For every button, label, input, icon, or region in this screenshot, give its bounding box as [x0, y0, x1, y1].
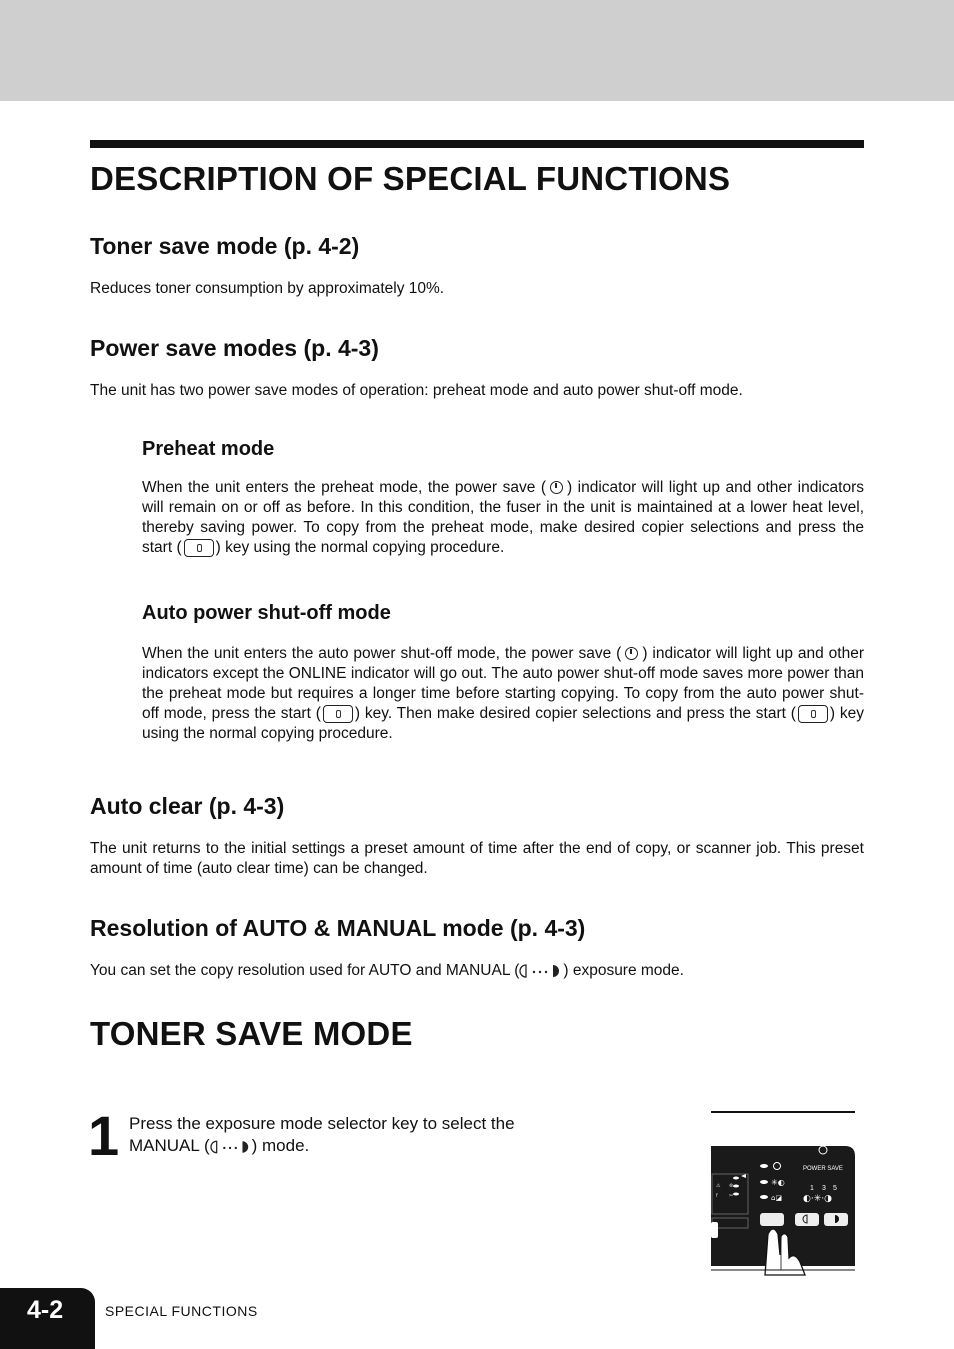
scale-number-1: 1 — [810, 1185, 814, 1192]
auto-power-text-3: ) key. Then make desired copier selections and press the start ( — [354, 705, 796, 722]
auto-clear-body: The unit returns to the initial settings a preset amount of time after the end of copy, or scanner job. This preset amount of time (auto clear time) can be changed. — [90, 840, 864, 877]
preheat-body — [142, 478, 864, 558]
resolution-body — [90, 961, 864, 981]
resolution-text-2: ) exposure mode. — [563, 962, 684, 979]
svg-text:⚠: ⚠ — [716, 1183, 721, 1189]
svg-text:⌂◪: ⌂◪ — [771, 1194, 783, 1202]
header-band — [0, 0, 954, 101]
power-save-heading: Power save modes (p. 4-3) — [90, 335, 379, 361]
preheat-heading: Preheat mode — [142, 438, 275, 460]
auto-power-body — [142, 644, 864, 744]
auto-power-heading: Auto power shut-off mode — [142, 602, 391, 624]
preheat-text-1: When the unit enters the preheat mode, the power save ( — [142, 479, 546, 496]
auto-power-text-4: ) key using the normal copying procedure. — [142, 705, 864, 742]
start-key-icon — [798, 705, 828, 723]
svg-text:◐·✳·◑: ◐·✳·◑ — [803, 1194, 832, 1204]
power-save-icon — [625, 647, 638, 660]
svg-text:✂: ✂ — [729, 1193, 734, 1199]
scale-number-3: 3 — [822, 1185, 826, 1192]
step-text-1: Press the exposure mode selector key to select the MANUAL ( — [129, 1114, 515, 1155]
preheat-text-2: ) indicator will light up and other indicators will remain on or off as before. In this condition, the fuser in the unit is maintained at a lower heat level, thereby saving power. To copy from the preheat mode, make desired copier selections and press the start ( — [142, 479, 864, 556]
page-number: 4-2 — [27, 1296, 64, 1324]
auto-power-text-1: When the unit enters the auto power shut-off mode, the power save ( — [142, 645, 622, 662]
step-number: 1 — [88, 1104, 120, 1167]
footer-section-label: SPECIAL FUNCTIONS — [105, 1303, 258, 1319]
start-key-icon — [323, 705, 353, 723]
power-save-icon — [550, 481, 563, 494]
manual-exposure-icon — [210, 1140, 252, 1154]
power-save-label: POWER SAVE — [803, 1166, 843, 1172]
page-title: DESCRIPTION OF SPECIAL FUNCTIONS — [90, 160, 731, 197]
power-save-body: The unit has two power save modes of operation: preheat mode and auto power shut-off mode. — [90, 382, 743, 399]
toner-save-mode-title: TONER SAVE MODE — [90, 1015, 413, 1052]
resolution-text-1: You can set the copy resolution used for AUTO and MANUAL ( — [90, 962, 520, 979]
control-panel-figure — [711, 1110, 856, 1280]
preheat-text-3: ) key using the normal copying procedure. — [215, 539, 505, 556]
auto-clear-heading: Auto clear (p. 4-3) — [90, 793, 285, 819]
toner-save-heading: Toner save mode (p. 4-2) — [90, 233, 360, 259]
step-text-2: ) mode. — [251, 1136, 310, 1155]
title-rule — [90, 140, 864, 148]
toner-save-body: Reduces toner consumption by approximately 10%. — [90, 280, 445, 297]
svg-text:f: f — [716, 1193, 718, 1199]
resolution-heading: Resolution of AUTO & MANUAL mode (p. 4-3) — [90, 915, 586, 941]
svg-text:⊗: ⊗ — [729, 1183, 734, 1189]
step-text — [129, 1113, 569, 1157]
scale-number-5: 5 — [833, 1185, 837, 1192]
svg-text:✳◐: ✳◐ — [771, 1178, 785, 1187]
auto-power-text-2: ) indicator will light up and other indicators except the ONLINE indicator will go out. The auto power shut-off mode saves more power than the preheat mode but requires a longer time before starting copying. To copy from the auto power shut-off mode, press the start ( — [142, 645, 865, 722]
start-key-icon — [184, 539, 214, 557]
control-panel-illustration — [711, 1110, 856, 1280]
manual-exposure-icon — [519, 964, 563, 978]
